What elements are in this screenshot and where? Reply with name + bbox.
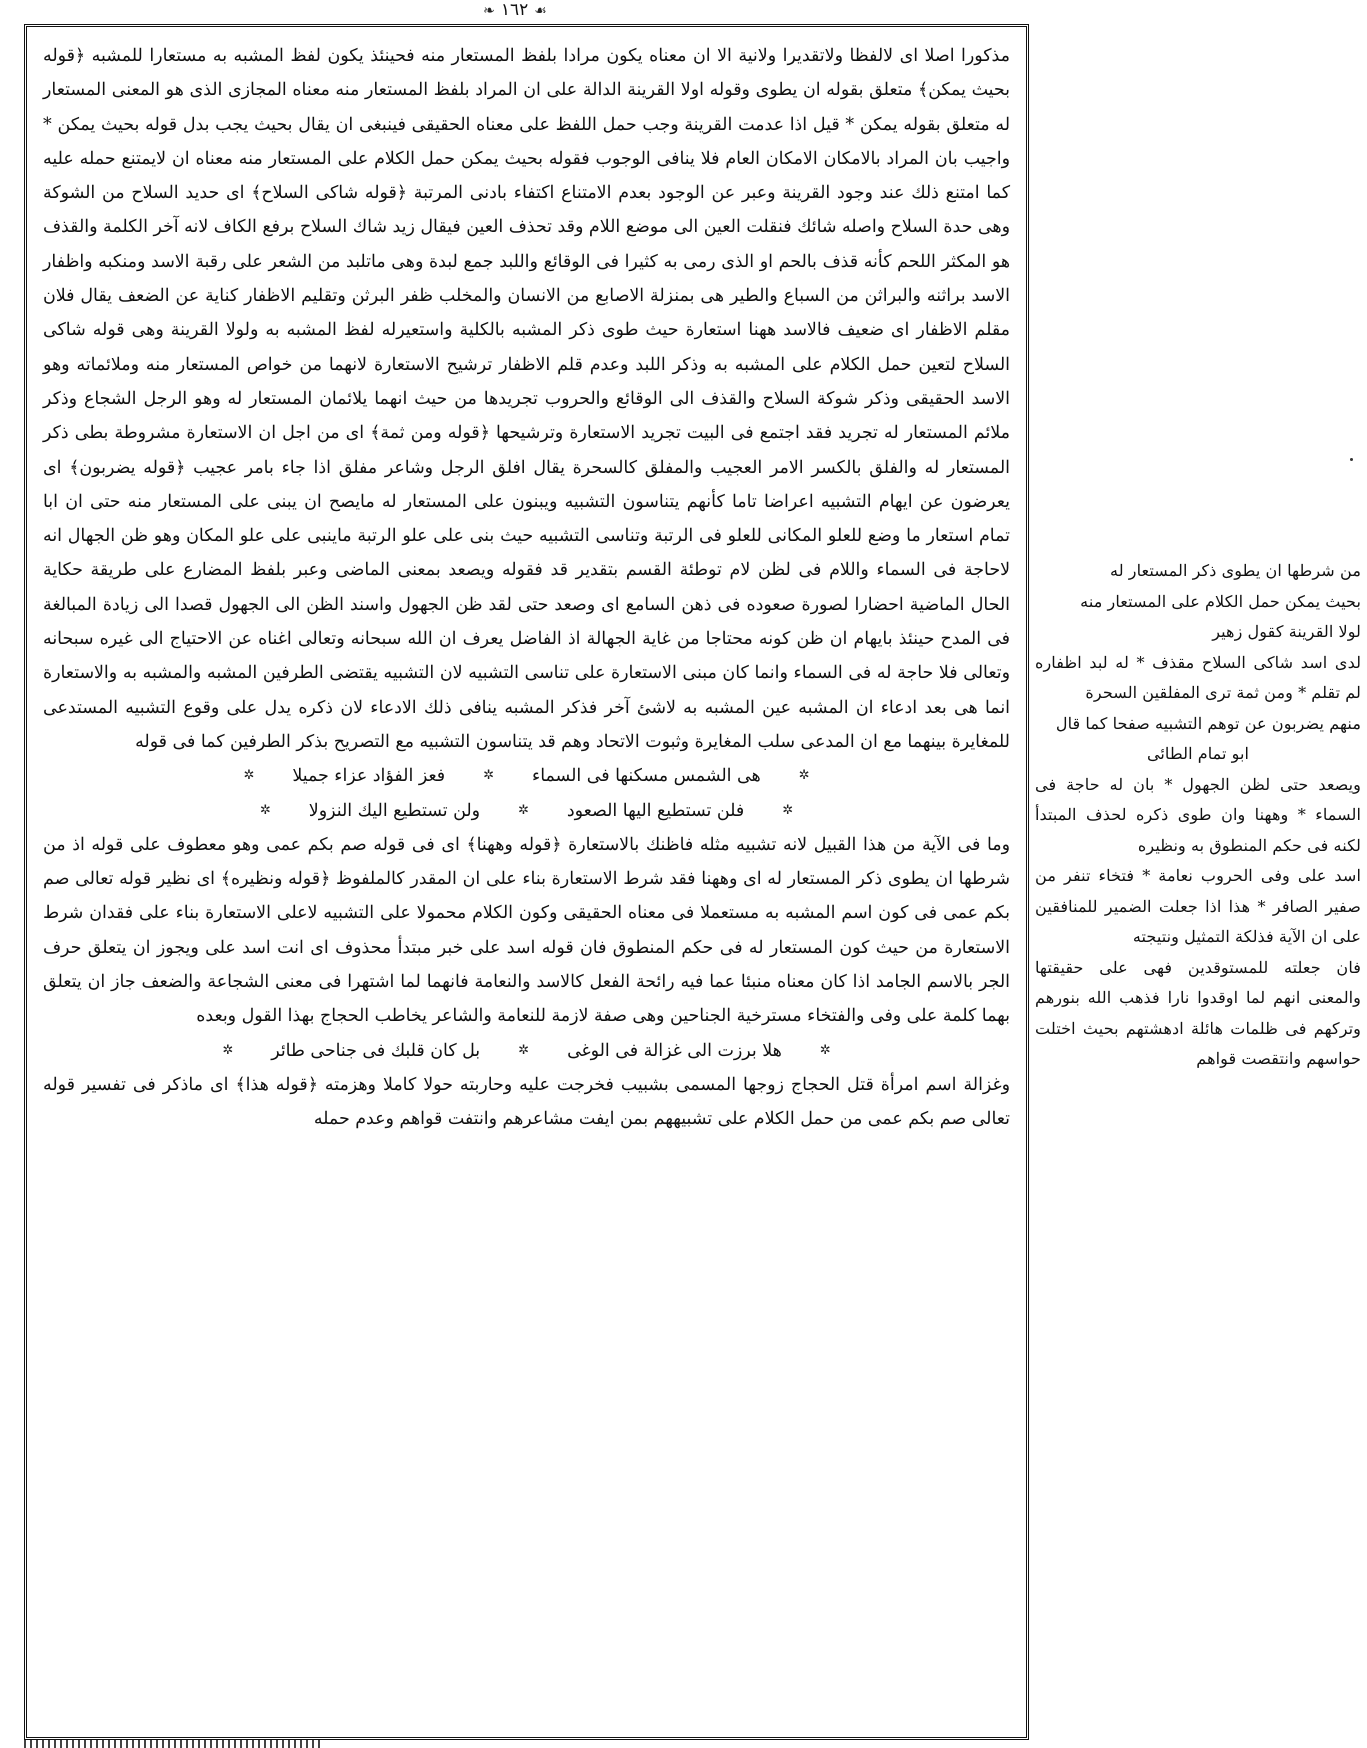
verse-3-hemistich-1: هلا برزت الى غزالة فى الوغى bbox=[567, 1040, 782, 1061]
verse-line-3 bbox=[43, 1034, 1010, 1068]
right-ornament-icon: ☙ bbox=[534, 3, 547, 19]
verse-1-hemistich-1: هى الشمس مسكنها فى السماء bbox=[532, 766, 761, 787]
star-icon: ✲ bbox=[518, 802, 529, 818]
side-line-7: ويصعد حتى لظن الجهول * بان له حاجة فى السماء * وههنا وان طوى ذكره لحذف المبتدأ لكنه فى حكم المنطوق به ونظيره bbox=[1035, 774, 1361, 855]
main-commentary-frame bbox=[24, 24, 1029, 1740]
verse-line-1 bbox=[43, 759, 1010, 793]
commentary-paragraph-1: مذكورا اصلا اى لالفظا ولاتقديرا ولانية الا ان معناه يكون مرادا بلفظ المستعار منه فحينئذ يكون لفظ المشبه به مستعارا للمشبه ﴿قوله بحيث يمكن﴾ متعلق بقوله ان يطوى وقوله اولا القرينة الدالة على ان المراد بلفظ المستعار منه معناه المجازى الذى هو المعنى المستعار له متعلق بقوله يمكن * قيل اذا عدمت القرينة وجب حمل اللفظ على معناه الحقيقى فينبغى ان يقال بحيث يجب بدل قوله بحيث يمكن * واجيب بان المراد بالامكان الامكان العام فلا ينافى الوجوب فقوله بحيث يمكن حمل الكلام على المستعار منه معناه ان لايمتنع حمله عليه كما امتنع ذلك عند وجود القرينة وعبر عن الوجود بعدم الامتناع اكتفاء بادنى المرتبة ﴿قوله شاكى السلاح﴾ اى حديد السلاح من الشوكة وهى حدة السلاح واصله شائك فنقلت العين الى موضع اللام وقد تحذف العين فيقال زيد شاك السلاح برفع الكاف لانه آخر الكلمة والقذف هو المكثر اللحم كأنه قذف بالحم او الذى رمى به كثيرا فى الوقائع واللبد جمع لبدة وهى ماتلبد من الشعر على رقبة الاسد ومنكبه واظفار الاسد براثنه والبراثن من السباع والطير هى بمنزلة الاصابع من الانسان والمخلب ظفر البرثن وتقليم الاظفار كناية عن الضعف يقال فلان مقلم الاظفار اى ضعيف فالاسد ههنا استعارة حيث طوى ذكر المشبه بالكلية واستعيرله لفظ المشبه به ولولا القرينة وهى قوله شاكى السلاح لتعين حمل الكلام على المشبه به وذكر اللبد وعدم قلم الاظفار ترشيح الاستعارة لانهما من خواص المستعار منه وملائماته وهو الاسد الحقيقى وذكر شوكة السلاح والقذف الى الوقائع والحروب تجريدها من حيث انهما يلائمان المستعار له وهو الرجل الشجاع وذكر ملائم المستعار له تجريد فقد اجتمع فى البيت تجريد الاستعارة وترشيحها ﴿قوله ومن ثمة﴾ اى من اجل ان الاستعارة مشروطة بطى ذكر المستعار له والفلق بالكسر الامر العجيب والمفلق كالسحرة يقال افلق الرجل وشاعر مفلق اذا جاء بامر عجيب ﴿قوله يضربون﴾ اى يعرضون عن ايهام التشبيه اعراضا تاما كأنهم يتناسون التشبيه ويبنون على المستعار له مايصح ان يبنى على المستعار منه حتى ان ابا تمام استعار ما وضع للعلو المكانى للعلو فى الرتبة وتناسى التشبيه حيث بنى على علو الرتبة ماينبى على علو المكان وهو ظن الجهال انه لاحاجة فى السماء واللام فى لظن لام توطئة القسم بتقدير قد فقوله ويصعد بمعنى الماضى وعبر بلفظ المضارع على طريقة حكاية الحال الماضية احضارا لصورة صعوده فى ذهن السامع اى وصعد حتى لقد ظن الجهول واسند الظن الى الجهول قصدا الى زيادة المبالغة فى المدح حينئذ بايهام ان ظن كونه محتاجا من غاية الجهالة اذ الفاضل يعرف ان الله سبحانه وتعالى اغناه عن الاحتياج الى غيره سبحانه وتعالى فلا حاجة له فى السماء وانما كان مبنى الاستعارة على تناسى التشبيه لان التشبيه يقتضى الطرفين المشبه والمشبه به والاستعارة انما هى بعد ادعاء ان المشبه عين المشبه به لاشئ آخر فذكر المشبه ينافى ذلك الادعاء لان ذكره يدل على وقوع التشبيه المستدعى للمغايرة بينهما مع ان المدعى سلب المغايرة وثبوت الاتحاد وهم قد يتناسون التشبيه مع التصريح بذكر الطرفين كما فى قوله bbox=[43, 46, 1010, 752]
side-line-3: لولا القرينة كقول زهير bbox=[1212, 622, 1361, 641]
side-matn-column bbox=[1035, 556, 1361, 1075]
side-line-8: اسد على وفى الحروب نعامة * فتخاء تنفر من صفير الصافر * هذا اذا جعلت الضمير للمنافقين على ان الآية فذلكة التمثيل ونتيجته bbox=[1035, 866, 1361, 946]
commentary-paragraph-2: وما فى الآية من هذا القبيل لانه تشبيه مثله فاظنك بالاستعارة ﴿قوله وههنا﴾ اى فى قوله صم بكم عمى وهو معطوف على قوله اذ من شرطها ان يطوى ذكر المستعار له اى وههنا فقد شرط الاستعارة بناء على ان المقدر كالملفوظ ﴿قوله ونظيره﴾ اى نظير قوله تعالى صم بكم عمى فى كون اسم المشبه به مستعملا فى معناه الحقيقى وكون الكلام محمولا على التشبيه لاعلى الاستعارة بناء على فقدان شرط الاستعارة من حيث كون المستعار له فى حكم المنطوق فان قوله اسد على خبر مبتدأ محذوف اى انت اسد على ويجوز ان يتعلق حرف الجر بالاسم الجامد اذا كان معناه منبئا عما فيه رائحة الفعل كالاسد والنعامة فانهما لما اشتهرا فى معنى الشجاعة والضعف جاز ان يتعلق بهما كلمة على وفى والفتخاء مسترخية الجناحين وهى صفة لازمة للنعامة والشاعر يخاطب الحجاج بهذا القول وبعده bbox=[43, 834, 1010, 1027]
star-icon: ✲ bbox=[243, 768, 255, 784]
side-line-5: منهم يضربون عن توهم التشبيه صفحا كما قال bbox=[1055, 713, 1361, 733]
margin-dot bbox=[1350, 458, 1353, 461]
side-line-1: من شرطها ان يطوى ذكر المستعار له bbox=[1110, 561, 1361, 580]
star-icon: ✲ bbox=[259, 802, 271, 818]
side-line-2: بحيث يمكن حمل الكلام على المستعار منه bbox=[1080, 591, 1361, 611]
left-ornament-icon: ❧ bbox=[483, 3, 495, 19]
star-icon: ✲ bbox=[819, 1042, 831, 1058]
commentary-paragraph-3: وغزالة اسم امرأة قتل الحجاج زوجها المسمى بشبيب فخرجت عليه وحاربته حولا كاملا وهزمته ﴿قوله هذا﴾ اى ماذكر فى تفسير قوله تعالى صم بكم عمى من حمل الكلام على تشبيههم بمن ايفت مشاعرهم وانتفت قواهم وعدم حمله bbox=[43, 1074, 1010, 1130]
side-line-4: لدى اسد شاكى السلاح مقذف * له لبد اظفاره لم تقلم * ومن ثمة ترى المفلقين السحرة bbox=[1035, 652, 1361, 702]
verse-2-hemistich-2: ولن تستطيع اليك النزولا bbox=[308, 800, 481, 821]
side-line-9: فان جعلته للمستوقدين فهى على حقيقتها والمعنى انهم لما اوقدوا نارا فذهب الله بنورهم وتركهم فى ظلمات هائلة ادهشتهم بحيث اختلت حواسهم وانتقصت قواهم bbox=[1035, 957, 1361, 1068]
page-number-text: ١٦٢ bbox=[500, 0, 529, 20]
star-icon: ✲ bbox=[518, 1042, 530, 1058]
page-number bbox=[445, 0, 585, 22]
scan-edge-marks bbox=[24, 1740, 324, 1748]
star-icon: ✲ bbox=[782, 802, 794, 818]
star-icon: ✲ bbox=[798, 768, 810, 784]
verse-2-hemistich-1: فلن تستطيع اليها الصعود bbox=[566, 800, 745, 821]
side-line-6: ابو تمام الطائى bbox=[1146, 744, 1250, 763]
verse-3-hemistich-2: بل كان قلبك فى جناحى طائر bbox=[271, 1040, 481, 1061]
star-icon: ✲ bbox=[222, 1042, 234, 1058]
verse-line-2 bbox=[43, 794, 1010, 828]
verse-1-hemistich-2: فعز الفؤاد عزاء جميلا bbox=[292, 766, 446, 787]
star-icon: ✲ bbox=[483, 768, 495, 784]
main-commentary-text bbox=[43, 39, 1010, 1137]
